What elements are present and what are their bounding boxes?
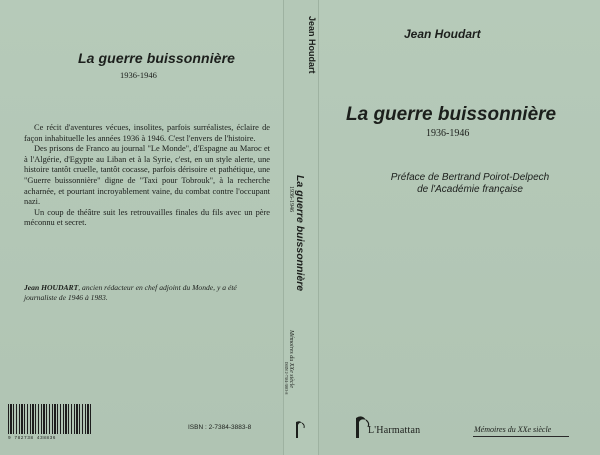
summary-paragraph: Ce récit d'aventures vécues, insolites, parfois surréalistes, éclaire de façon inhabituelle les années 1936 à 1946. C'est l'envers de l'histoire. [24, 123, 270, 143]
spine-isbn: ISBN 2-7384-3883-8 [284, 362, 288, 395]
isbn: ISBN : 2-7384-3883-8 [188, 424, 252, 431]
author-note-name: Jean HOUDART [24, 283, 79, 292]
preface-line: Préface de Bertrand Poirot-Delpech [390, 172, 550, 183]
spine-author: Jean Houdart [307, 16, 317, 74]
back-title: La guerre buissonnière [78, 50, 236, 66]
preface [380, 172, 560, 196]
summary-paragraph: Un coup de théâtre suit les retrouvailles finales du fils avec un père méconnu et secret. [24, 207, 270, 228]
preface-line: de l'Académie française [417, 184, 523, 195]
front-years: 1936-1946 [426, 128, 470, 139]
front-author: Jean Houdart [404, 27, 481, 41]
publisher-name: L'Harmattan [368, 425, 421, 436]
author-note [24, 283, 270, 303]
spine-years: 1936-1946 [288, 186, 294, 212]
back-summary [24, 123, 270, 229]
harmattan-logo-icon [292, 420, 308, 440]
series-name: Mémoires du XXe siècle [474, 425, 552, 434]
back-years: 1936-1946 [120, 70, 157, 80]
barcode-digits: 9 782738 438836 [8, 436, 57, 441]
front-title: La guerre buissonnière [346, 104, 557, 125]
author-note-bio: , ancien rédacteur en chef adjoint du Monde, y a été journaliste de 1946 à 1983. [24, 283, 237, 302]
summary-paragraph: Des prisons de Franco au journal "Le Monde", d'Espagne au Maroc et à l'Algérie, d'Egypte au Liban et à la Syrie, c'est, en un style alerte, une histoire tantôt cruelle, tantôt cocasse, parfois dérisoire et pathétique, une "Guerre buissonnière" digne de "Taxi pour Tobrouk", à la recherche acharnée, et pourtant incroyablement vaine, du combat contre l'occupant nazi. [24, 144, 270, 207]
barcode [8, 404, 92, 434]
spine-series: Mémoires du XXe siècle [288, 330, 294, 388]
series-underline [473, 436, 569, 437]
back-cover [0, 0, 283, 455]
spine-title: La guerre buissonnière [294, 175, 306, 292]
